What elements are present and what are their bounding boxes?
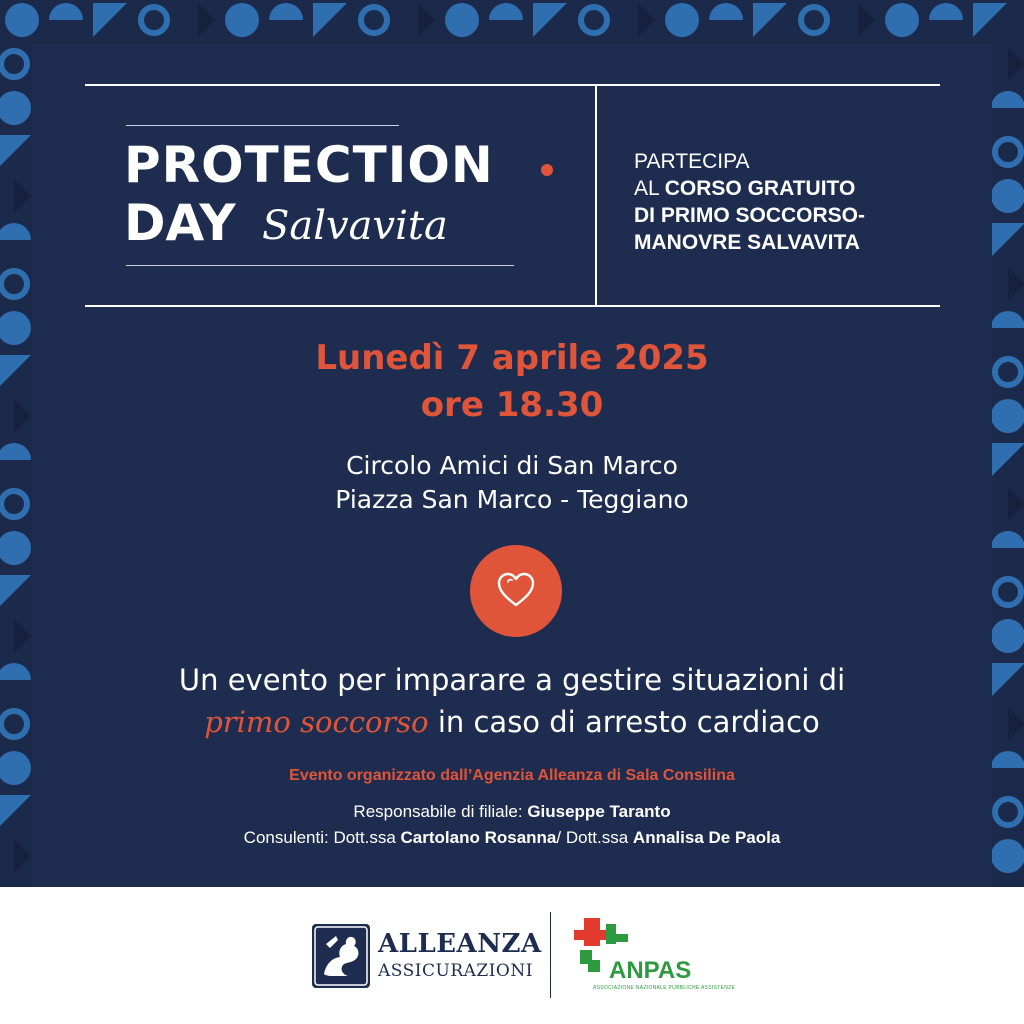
pattern-shape — [313, 3, 347, 37]
pattern-shape — [638, 3, 655, 37]
pattern-shape — [709, 3, 743, 20]
pattern-shape — [991, 91, 1024, 108]
frame-top-line — [85, 84, 940, 86]
pattern-shape — [801, 7, 827, 33]
organizer-text: Evento organizzato dall’Agenzia Alleanza di Sala Consilina — [289, 767, 735, 784]
pattern-shape — [1, 51, 27, 77]
cta-line3-bold: DI PRIMO SOCCORSO- — [634, 204, 866, 227]
consultants-line — [0, 827, 1024, 849]
pattern-shape — [991, 619, 1024, 653]
pattern-shape — [93, 3, 127, 37]
pattern-shape — [225, 3, 259, 37]
cta-line2 — [634, 175, 865, 202]
cta-line2-prefix: AL — [634, 177, 665, 200]
description-rest: in caso di arresto cardiaco — [428, 705, 820, 739]
event-time: ore 18.30 — [420, 385, 604, 425]
pattern-shape — [0, 135, 31, 169]
alleanza-name: ALLEANZA — [378, 929, 542, 959]
title-protection: PROTECTION — [124, 136, 494, 194]
consultants-separator: / Dott.ssa — [556, 828, 633, 847]
frame-bottom-line — [85, 305, 940, 307]
pattern-shape — [973, 3, 1007, 37]
pattern-shape — [141, 7, 167, 33]
heart-icon — [494, 569, 538, 613]
pattern-shape — [0, 531, 31, 565]
pattern-shape — [1, 271, 27, 297]
pattern-shape — [991, 179, 1024, 213]
description-emphasis: primo soccorso — [204, 705, 429, 739]
pattern-shape — [1008, 267, 1024, 301]
cta-line2-bold: CORSO GRATUITO — [664, 177, 856, 200]
pattern-shape — [665, 3, 699, 37]
pattern-shape — [0, 223, 31, 240]
manager-line — [0, 801, 1024, 823]
pattern-shape — [858, 3, 875, 37]
pattern-shape — [0, 91, 31, 125]
pattern-shape — [418, 3, 435, 37]
pattern-shape — [885, 3, 919, 37]
pattern-shape — [489, 3, 523, 20]
pattern-shape — [198, 3, 215, 37]
event-date: Lunedì 7 aprile 2025 — [315, 338, 709, 378]
manager-label: Responsabile di filiale: — [353, 802, 528, 821]
title-day: DAY — [124, 194, 236, 252]
title-top-rule — [126, 125, 399, 126]
cta-line4-bold: MANOVRE SALVAVITA — [634, 231, 860, 254]
consultants-label: Consulenti: Dott.ssa — [243, 828, 401, 847]
pattern-shape — [581, 7, 607, 33]
pattern-shape — [14, 619, 31, 653]
manager-name: Giuseppe Taranto — [527, 802, 671, 821]
pattern-shape — [14, 179, 31, 213]
pattern-shape — [991, 223, 1024, 257]
pattern-shape — [1008, 47, 1024, 81]
pattern-shape — [995, 139, 1021, 165]
cta-block — [634, 148, 865, 256]
pattern-shape — [533, 3, 567, 37]
pattern-shape — [445, 3, 479, 37]
description-line1: Un evento per imparare a gestire situazioni di — [178, 663, 846, 697]
cta-line4 — [634, 229, 865, 256]
title-dot — [541, 164, 553, 176]
title-bottom-rule — [126, 265, 514, 266]
pattern-shape — [753, 3, 787, 37]
description-line2 — [0, 702, 1024, 742]
anpas-name: ANPAS — [609, 957, 692, 984]
alleanza-subtitle: ASSICURAZIONI — [378, 961, 533, 981]
footer-divider — [550, 912, 551, 998]
anpas-subtitle: ASSOCIAZIONE NAZIONALE PUBBLICHE ASSISTENZE — [593, 985, 736, 991]
cta-line3 — [634, 202, 865, 229]
heart-badge — [470, 545, 562, 637]
pattern-shape — [991, 531, 1024, 548]
pattern-shape — [991, 311, 1024, 328]
consultant-name-2: Annalisa De Paola — [632, 828, 781, 847]
pattern-shape — [0, 575, 31, 609]
pattern-shape — [995, 579, 1021, 605]
title-salvavita: Salvavita — [262, 203, 448, 249]
pattern-shape — [361, 7, 387, 33]
cta-line1: PARTECIPA — [634, 150, 750, 173]
event-address: Piazza San Marco - Teggiano — [335, 485, 689, 514]
event-venue: Circolo Amici di San Marco — [346, 451, 678, 480]
alleanza-logo-icon — [312, 924, 370, 988]
frame-divider-line — [595, 84, 597, 307]
consultant-name-1: Cartolano Rosanna — [400, 828, 557, 847]
pattern-shape — [269, 3, 303, 20]
pattern-shape — [929, 3, 963, 20]
pattern-shape — [49, 3, 83, 20]
pattern-shape — [5, 3, 39, 37]
